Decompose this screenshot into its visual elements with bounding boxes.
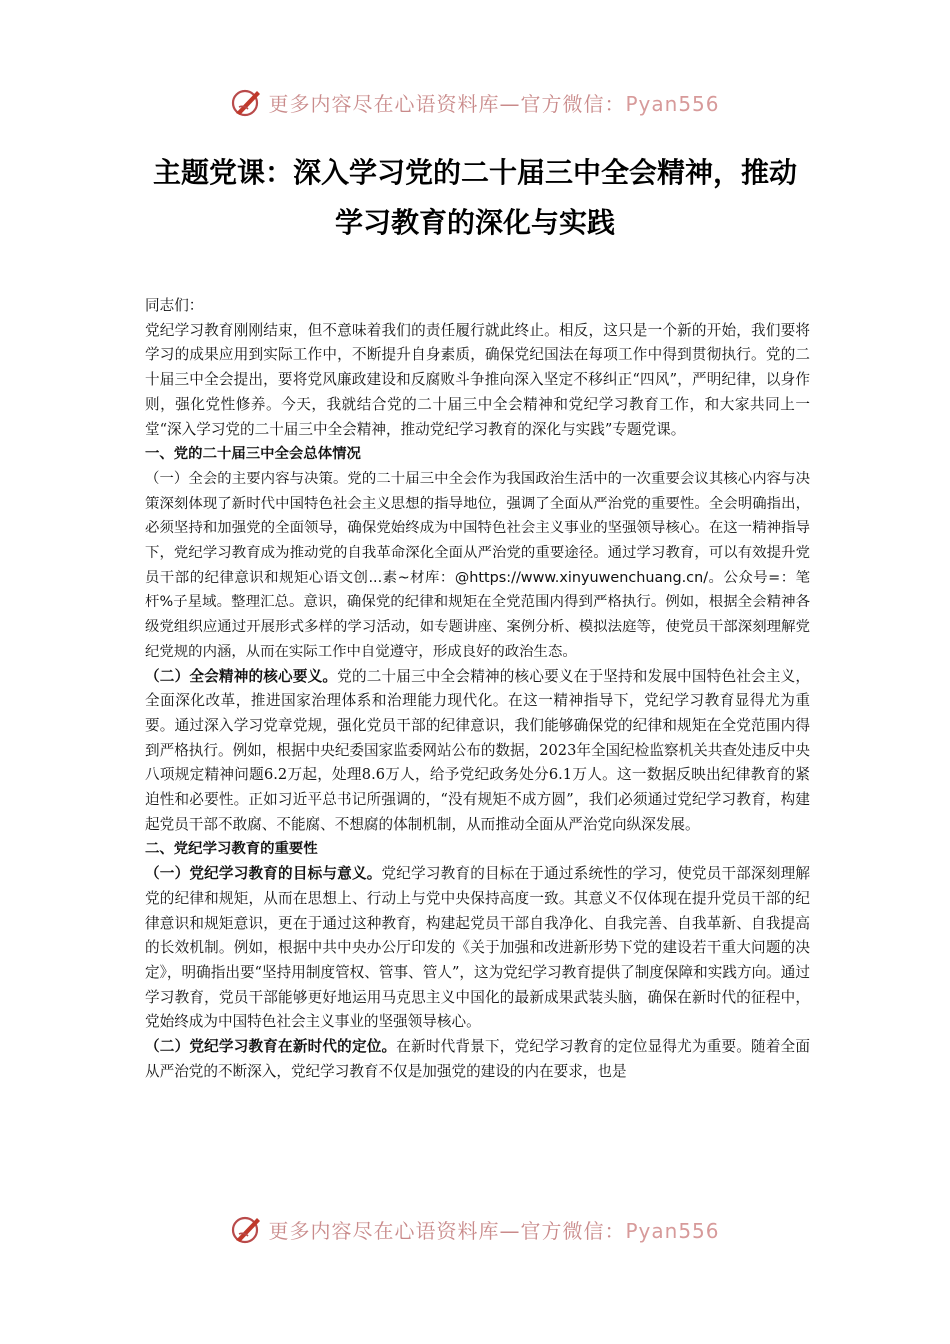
paragraph-text: 党纪学习教育的目标在于通过系统性的学习，使党员干部深刻理解党的纪律和规矩，从而在思想上、行动上与党中央保持高度一致。其意义不仅体现在提升党员干部的纪律意识和规矩意识，更在于通过这种教育，构建起党员干部自我净化、自我完善、自我革新、自我提高的长效机制。例如，根据中共中央办公厅印发的《关于加强和改进新形势下党的建设若干重大问题的决定》，明确指出要“坚持用制度管权、管事、管人”，这为党纪学习教育提供了制度保障和实践方向。通过学习教育，党员干部能够更好地运用马克思主义中国化的最新成果武装头脑，确保在新时代的征程中，党始终成为中国特色社会主义事业的坚强领导核心。 [145,865,810,1031]
paragraph-lead: （二）党纪学习教育在新时代的定位。 [145,1038,397,1056]
header-watermark-banner [0,82,950,122]
paragraph-lead: （一）党纪学习教育的目标与意义。 [145,865,382,883]
brush-logo-icon [230,1212,264,1246]
paragraph-lead: （二）全会精神的核心要义。 [145,667,338,685]
salutation: 同志们： [145,297,204,314]
banner-text: 更多内容尽在心语资料库—官方微信：Pyan556 [268,91,720,116]
section-1-paragraph-2 [145,665,810,838]
section-2-paragraph-1 [145,862,810,1035]
section-1-paragraph-1: （一）全会的主要内容与决策。党的二十届三中全会作为我国政治生活中的一次重要会议其核心内容与决策深刻体现了新时代中国特色社会主义思想的指导地位，强调了全面从严治党的重要性。全会明确指出，必须坚持和加强党的全面领导，确保党始终成为中国特色社会主义事业的坚强领导核心。在这一精神指导下，党纪学习教育成为推动党的自我革命深化全面从严治党的重要途径。通过学习教育，可以有效提升党员干部的纪律意识和规矩心语文创...素~材库：@https://www.xinyuwenchuang.cn/。公众号=：笔杆%子星域。整理汇总。意识，确保党的纪律和规矩在全党范围内得到严格执行。例如，根据全会精神各级党组织应通过开展形式多样的学习活动，如专题讲座、案例分析、模拟法庭等，使党员干部深刻理解党纪党规的内涵，从而在实际工作中自觉遵守，形成良好的政治生态。 [145,470,810,660]
section-2-paragraph-2 [145,1035,810,1084]
section-2-heading: 二、党纪学习教育的重要性 [145,841,318,858]
brush-logo-icon [230,85,264,119]
banner-wechat-id: Pyan556 [625,1218,720,1243]
banner-text: 更多内容尽在心语资料库—官方微信：Pyan556 [268,1218,720,1243]
paragraph-text: 党的二十届三中全会精神的核心要义在于坚持和发展中国特色社会主义，全面深化改革，推进国家治理体系和治理能力现代化。在这一精神指导下，党纪学习教育显得尤为重要。通过深入学习党章党规，强化党员干部的纪律意识，我们能够确保党的纪律和规矩在全党范围内得到严格执行。例如，根据中央纪委国家监委网站公布的数据，2023年全国纪检监察机关共查处违反中央八项规定精神问题6.2万起，处理8.6万人，给予党纪政务处分6.1万人。这一数据反映出纪律教育的紧迫性和必要性。正如习近平总书记所强调的，“没有规矩不成方圆”，我们必须通过党纪学习教育，构建起党员干部不敢腐、不能腐、不想腐的体制机制，从而推动全面从严治党向纵深发展。 [145,667,810,833]
title-line-2: 学习教育的深化与实践 [334,206,615,239]
section-1-heading: 一、党的二十届三中全会总体情况 [145,446,361,463]
footer-watermark-banner [0,1209,950,1249]
title-line-1: 主题党课：深入学习党的二十届三中全会精神，推动 [152,156,797,189]
document-title [100,148,850,248]
intro-paragraph: 党纪学习教育刚刚结束，但不意味着我们的责任履行就此终止。相反，这只是一个新的开始，我们要将学习的成果应用到实际工作中，不断提升自身素质，确保党纪国法在每项工作中得到贯彻执行。党的二十届三中全会提出，要将党风廉政建设和反腐败斗争推向深入坚定不移纠正“四风”，严明纪律，以身作则，强化党性修养。今天，我就结合党的二十届三中全会精神和党纪学习教育工作，和大家共同上一堂“深入学习党的二十届三中全会精神，推动党纪学习教育的深化与实践”专题党课。 [145,321,810,438]
document-body [145,294,810,1085]
banner-wechat-id: Pyan556 [625,91,720,116]
paragraph-text: 在新时代背景下，党纪学习教育的定位显得尤为重要。随着全面从严治党的不断深入，党纪学习教育不仅是加强党的建设的内在要求，也是 [145,1038,810,1080]
